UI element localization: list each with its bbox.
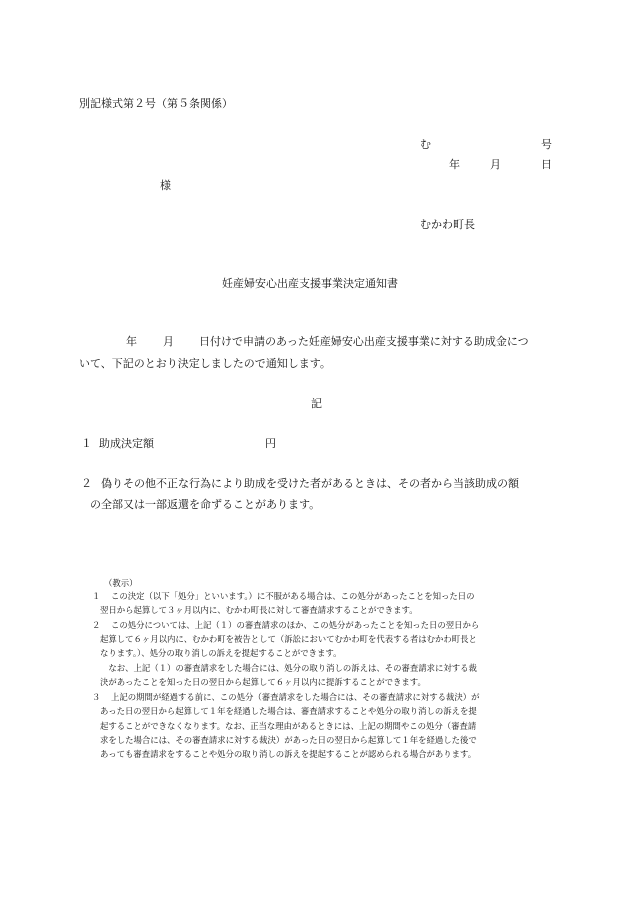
note-2-line4: なお、上記（１）の審査請求をした場合には、処分の取り消しの訴えは、その審査請求に対する裁 [100, 663, 477, 673]
note-3-line5: あっても審査請求をすることや処分の取り消しの訴えを提起することが認められる場合があります。 [100, 749, 477, 759]
item-1-unit: 円 [265, 437, 276, 450]
notes-heading: （教示） [104, 578, 138, 588]
note-3-line2: あった日の翌日から起算して１年を経過した場合は、審査請求することや処分の取り消しの訴えを提 [100, 706, 477, 716]
issuer-name: むかわ町長 [420, 218, 475, 231]
intro-month: 月 [163, 335, 174, 348]
note-1-number: １ [92, 591, 101, 601]
date-day: 日 [541, 158, 552, 171]
note-3-line1: 上記の期間が経過する前に、この処分（審査請求をした場合には、その審査請求に対する裁決）が [111, 692, 480, 702]
note-2-line3: なります。）、処分の取り消しの訴えを提起することができます。 [100, 648, 342, 658]
note-3-line3: 起することができなくなります。なお、正当な理由があるときには、上記の期間やこの処分（審査請 [100, 721, 477, 731]
note-3-line4: 求をした場合には、その審査請求に対する裁決）があった日の翌日から起算して１年を経過した後で [100, 735, 477, 745]
intro-year: 年 [126, 335, 137, 348]
note-2-number: ２ [92, 620, 101, 630]
note-2-line1: この処分については、上記（１）の審査請求のほか、この処分があったことを知った日の翌日から [111, 620, 480, 630]
note-2-line2: 起算して６ヶ月以内に、むかわ町を被告として（訴訟においてむかわ町を代表する者はむかわ町長と [100, 634, 477, 644]
date-year: 年 [449, 158, 460, 171]
item-2-text-line1: 偽りその他不正な行為により助成を受けた者があるときは、その者から当該助成の額 [101, 477, 519, 490]
document-number-suffix: 号 [541, 138, 552, 151]
item-1-number: １ [81, 437, 92, 450]
document-number-prefix: む [420, 138, 431, 151]
note-1-line2: 翌日から起算して３ヶ月以内に、むかわ町長に対して審査請求することができます。 [100, 605, 418, 615]
ki-heading: 記 [311, 397, 322, 410]
note-1-line1: この決定（以下「処分」といいます。）に不服がある場合は、この処分があったことを知った日の [111, 591, 475, 601]
note-2-line5: 決があったことを知った日の翌日から起算して６ヶ月以内に提訴することができます。 [100, 677, 426, 687]
intro-text-line1: 日付けで申請のあった妊産婦安心出産支援事業に対する助成金につ [199, 335, 529, 348]
form-label: 別記様式第２号（第５条関係） [79, 97, 233, 110]
addressee-honorific: 様 [160, 179, 171, 192]
item-2-number: ２ [81, 477, 92, 490]
date-month: 月 [490, 158, 501, 171]
intro-text-line2: いて、下記のとおり決定しましたので通知します。 [79, 357, 331, 370]
document-title: 妊産婦安心出産支援事業決定通知書 [222, 277, 398, 290]
note-3-number: ３ [92, 692, 101, 702]
item-2-text-line2: の全部又は一部返還を命ずることがあります。 [90, 498, 321, 511]
item-1-label: 助成決定額 [99, 437, 154, 450]
